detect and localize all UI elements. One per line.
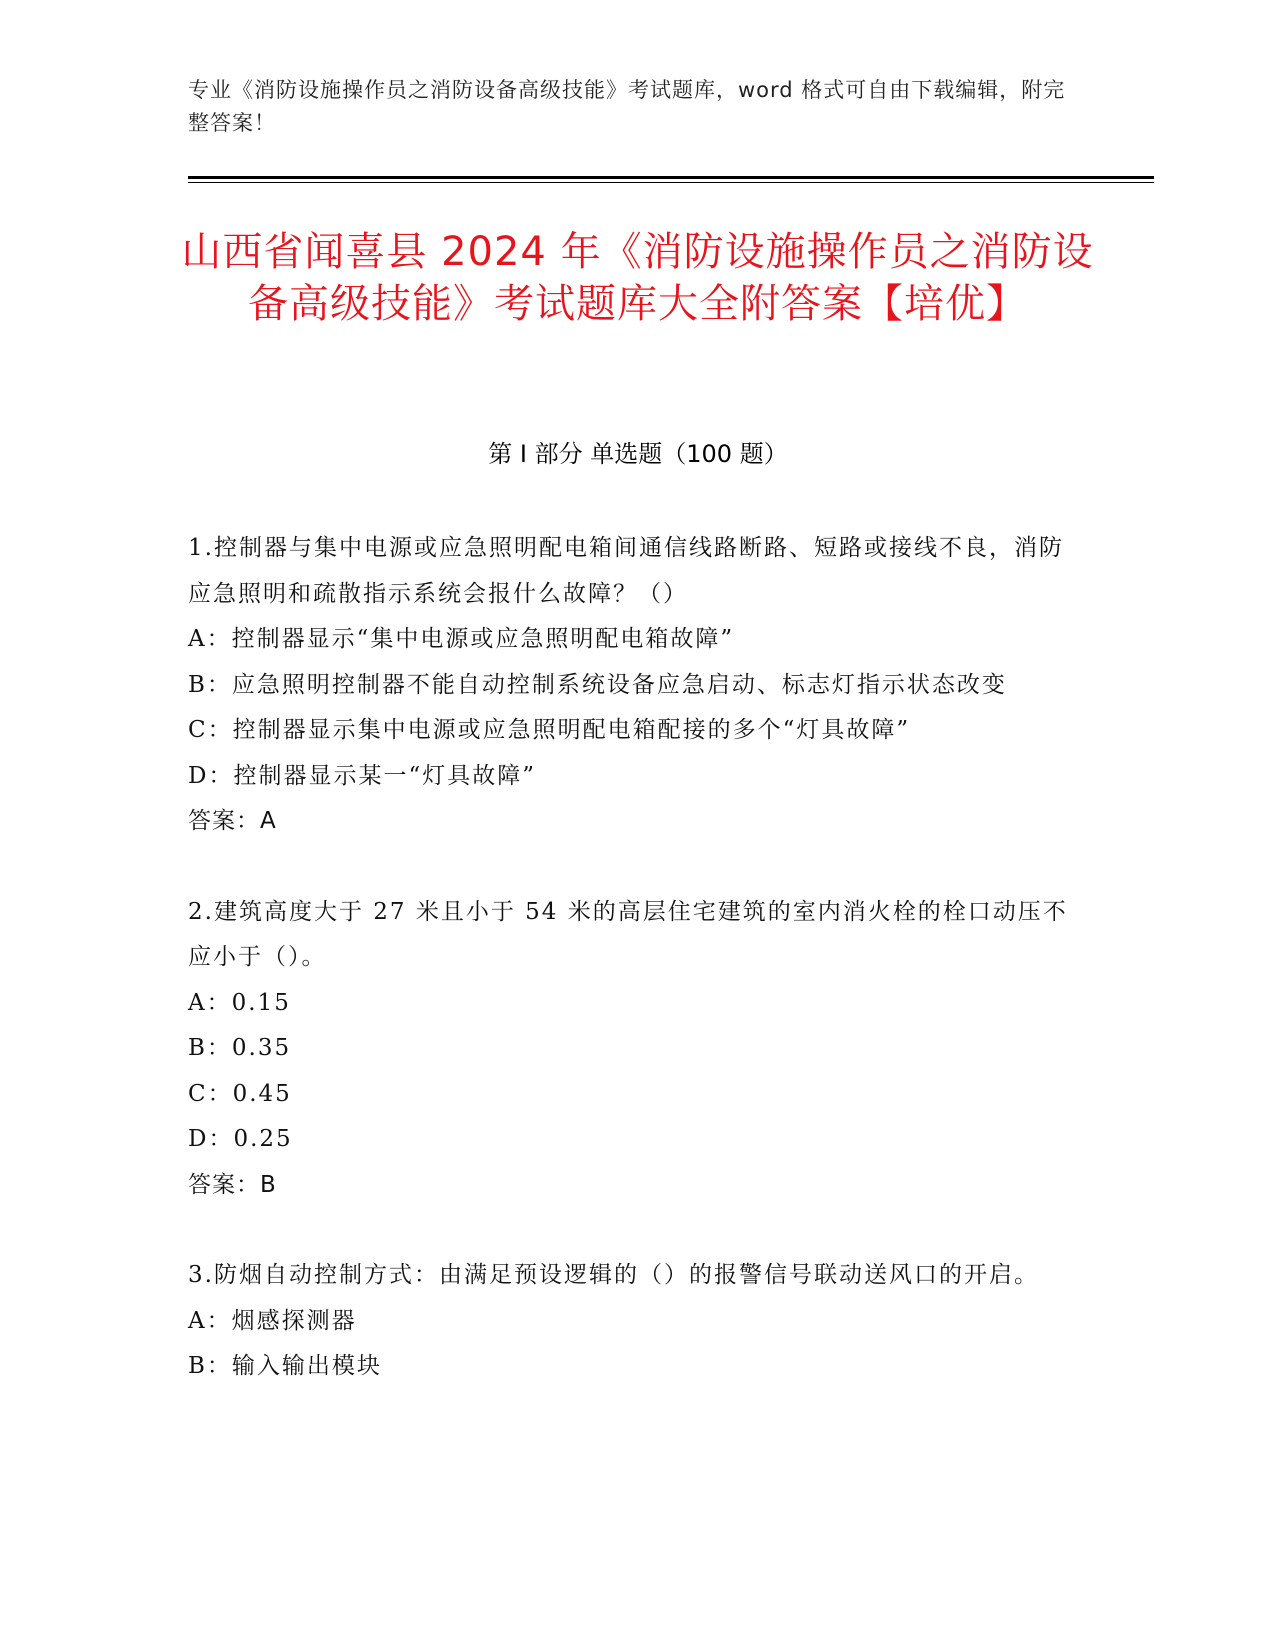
header-divider-thin: [188, 182, 1154, 183]
document-title: 山西省闻喜县 2024 年《消防设施操作员之消防设备高级技能》考试题库大全附答案【培优】: [181, 229, 1094, 327]
question-item: [188, 526, 1068, 845]
option-b: B：应急照明控制器不能自动控制系统设备应急启动、标志灯指示状态改变: [188, 671, 1007, 698]
question-spacer: [188, 845, 1068, 890]
question-list: [188, 526, 1068, 1390]
option-a: A：控制器显示“集中电源或应急照明配电箱故障”: [188, 626, 735, 652]
question-item: [188, 1253, 1068, 1390]
answer-line: 答案：A: [188, 808, 277, 834]
option-b: B：输入输出模块: [188, 1353, 382, 1379]
question-stem: 1.控制器与集中电源或应急照明配电箱间通信线路断路、短路或接线不良，消防应急照明和疏散指示系统会报什么故障？（）: [188, 535, 1064, 607]
section-heading: 第 I 部分 单选题（100 题）: [488, 440, 788, 468]
option-c: C：0.45: [188, 1080, 292, 1107]
option-a: A：烟感探测器: [188, 1307, 357, 1334]
question-spacer: [188, 1208, 1068, 1253]
option-c: C：控制器显示集中电源或应急照明配电箱配接的多个“灯具故障”: [188, 717, 911, 743]
header-note: 专业《消防设施操作员之消防设备高级技能》考试题库，word 格式可自由下载编辑，附完整答案！: [188, 78, 1066, 135]
option-d: D：0.25: [188, 1126, 293, 1152]
option-b: B：0.35: [188, 1035, 292, 1061]
question-item: [188, 890, 1068, 1209]
question-stem: 2.建筑高度大于 27 米且小于 54 米的高层住宅建筑的室内消火栓的栓口动压不应小于（）。: [188, 898, 1068, 970]
answer-line: 答案：B: [188, 1171, 277, 1198]
option-a: A：0.15: [188, 989, 291, 1016]
question-stem: 3.防烟自动控制方式：由满足预设逻辑的（）的报警信号联动送风口的开启。: [188, 1262, 1039, 1288]
option-d: D：控制器显示某一“灯具故障”: [188, 762, 536, 789]
header-divider-thick: [188, 176, 1154, 179]
